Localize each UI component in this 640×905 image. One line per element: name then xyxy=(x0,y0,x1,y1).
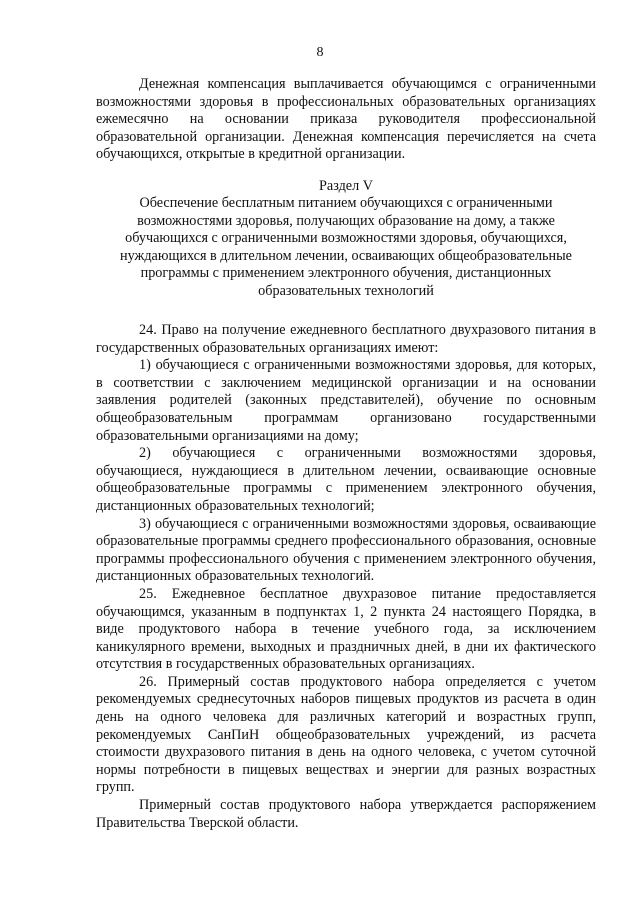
paragraph-24: 24. Право на получение ежедневного бесплатного двухразового питания в государственных образовательных организациях имеют: xyxy=(96,322,596,356)
page-number: 8 xyxy=(316,45,324,60)
paragraph-approval: Примерный состав продуктового набора утверждается распоряжением Правительства Тверской области. xyxy=(96,797,596,831)
paragraph-25: 25. Ежедневное бесплатное двухразовое питание предоставляется обучающимся, указанным в подпунктах 1, 2 пункта 24 настоящего Порядка, в виде продуктового набора в течение учебного года, за исключением каникулярного времени, выходных и праздничных дней, в дни их фактического отсутствия в государственных образовательных организациях. xyxy=(96,585,596,673)
paragraph-24-2: 2) обучающиеся с ограниченными возможностями здоровья, обучающиеся, нуждающиеся в длительном лечении, осваивающие основные общеобразовательные программы с применением электронного обучения, дистанционных образовательных технологий; xyxy=(96,445,596,514)
paragraph-24-1: 1) обучающиеся с ограниченными возможностями здоровья, для которых, в соответствии с заключением медицинской организации и на основании заявления родителей (законных представителей), обучение по основным общеобразовательным программам организовано государственными образовательными организациями на дому; xyxy=(96,357,596,444)
intro-paragraph: Денежная компенсация выплачивается обучающимся с ограниченными возможностями здоровья в профессиональных образовательных организациях ежемесячно на основании приказа руководителя профессиональной образовательной организации. Денежная компенсация перечисляется на счета обучающихся, открытые в кредитной организации. xyxy=(96,76,596,163)
section-title: Раздел V xyxy=(319,178,373,194)
section-body xyxy=(96,322,596,832)
section-heading: Обеспечение бесплатным питанием обучающихся с ограниченными возможностями здоровья, получающих образование на дому, а также обучающихся с ограниченными возможностями здоровья, обучающихся, нуждающихся в длительном лечении, осваивающих общеобразовательные программы с применением электронного обучения, дистанционных образовательных технологий xyxy=(120,195,572,299)
paragraph-26: 26. Примерный состав продуктового набора определяется с учетом рекомендуемых среднесуточных наборов пищевых продуктов из расчета в один день на одного человека для различных категорий и возрастных групп, рекомендуемых СанПиН общеобразовательных учреждений, из расчета стоимости двухразового питания в день на одного человека, с учетом суточной нормы потребности в пищевых веществах и энергии для разных возрастных групп. xyxy=(96,673,596,796)
paragraph-24-3: 3) обучающиеся с ограниченными возможностями здоровья, осваивающие образовательные программы среднего профессионального образования, основные программы профессионального обучения с применением электронного обучения, дистанционных образовательных технологий. xyxy=(96,515,596,585)
